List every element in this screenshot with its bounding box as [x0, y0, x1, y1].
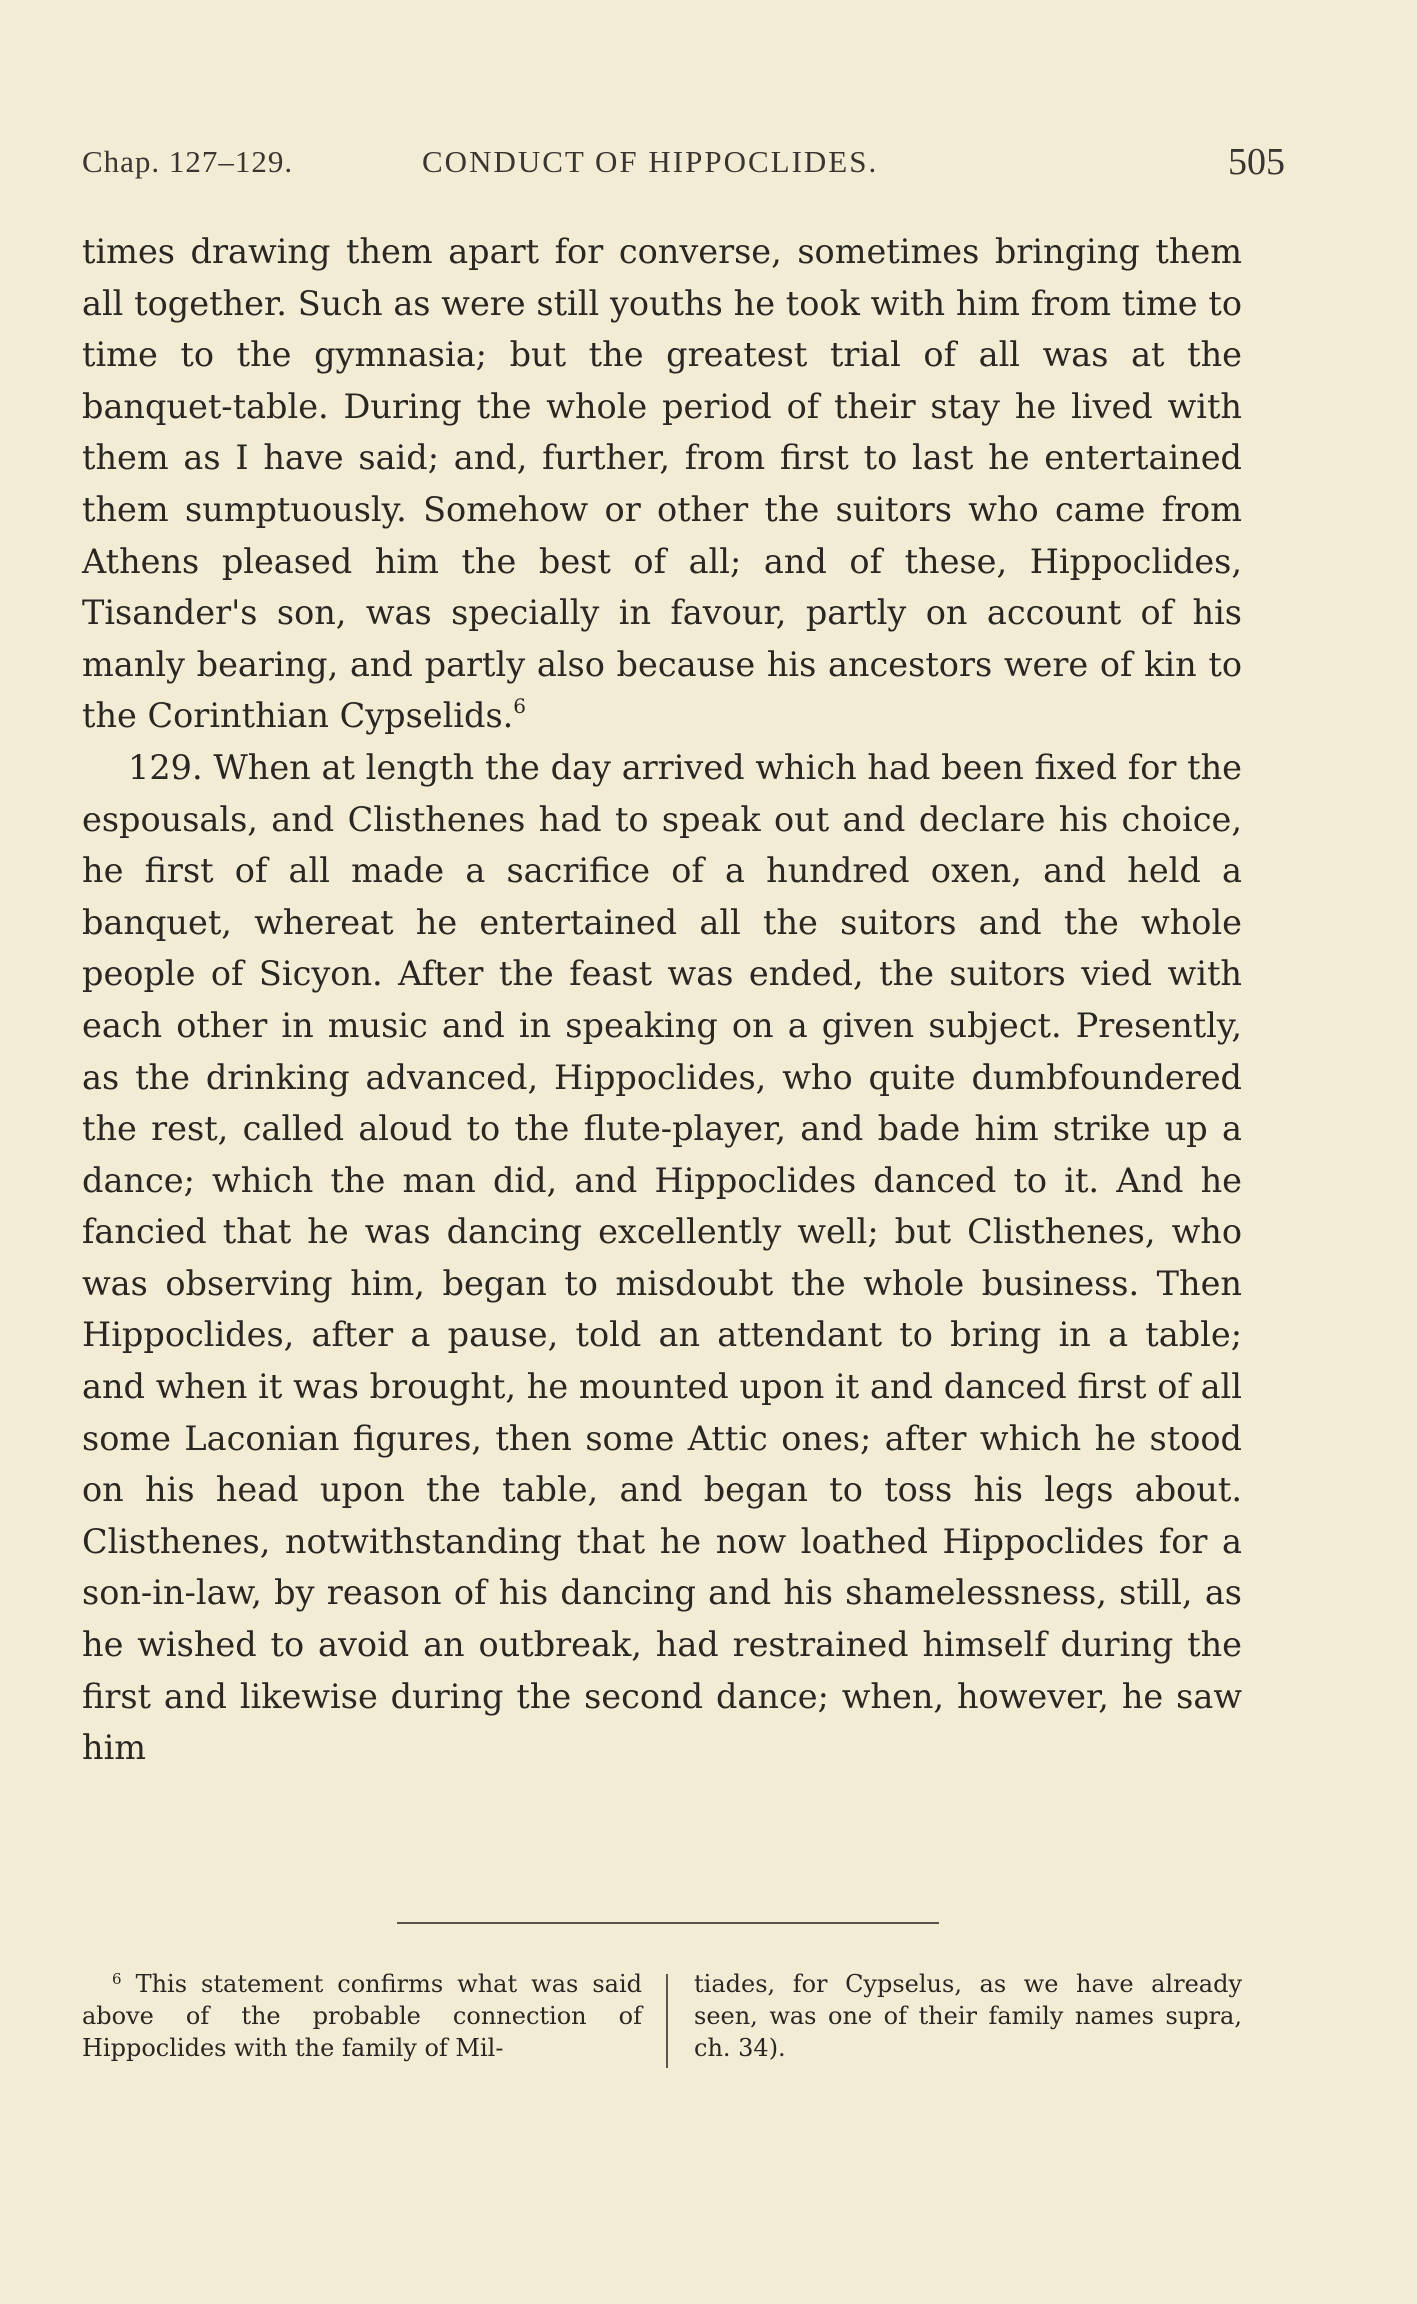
paragraph-1	[82, 226, 1242, 742]
footnote-right-column: tiades, for Cypselus, as we have already seen, was one of their family names supra, ch. 34).	[694, 1970, 1242, 2062]
main-text	[82, 226, 1242, 1774]
paragraph-2: 129. When at length the day arrived which had been fixed for the espousals, and Clisthenes had to speak out and declare his choice, he first of all made a sacrifice of a hundred oxen, and held a banquet, whereat he entertained all the suitors and the whole people of Sicyon. After the feast was ended, the suitors vied with each other in music and in speaking on a given subject. Presently, as the drinking advanced, Hippoclides, who quite dumbfoundered the rest, called aloud to the flute-player, and bade him strike up a dance; which the man did, and Hippoclides danced to it. And he fancied that he was dancing excellently well; but Clisthenes, who was observing him, began to misdoubt the whole business. Then Hippoclides, after a pause, told an attendant to bring in a table; and when it was brought, he mounted upon it and danced first of all some Laconian figures, then some Attic ones; after which he stood on his head upon the table, and began to toss his legs about. Clisthenes, notwithstanding that he now loathed Hippoclides for a son-in-law, by reason of his dancing and his shamelessness, still, as he wished to avoid an outbreak, had restrained himself during the first and likewise during the second dance; when, however, he saw him	[82, 747, 1242, 1768]
footnote-number: 6	[112, 1970, 122, 1988]
footnote-separator	[397, 1922, 939, 1924]
footnote-left-column	[82, 1968, 642, 2064]
footnote-reference: 6	[513, 694, 527, 719]
footnote-column-divider	[666, 1974, 668, 2068]
running-header	[82, 140, 1285, 190]
chapter-reference: Chap. 127–129.	[82, 144, 294, 179]
page-title: CONDUCT OF HIPPOCLIDES.	[422, 144, 879, 179]
page-number: 505	[1228, 141, 1285, 183]
footnotes	[82, 1968, 1242, 2098]
paragraph-1-text: times drawing them apart for converse, sometimes bringing them all together. Such as were still youths he took with him from time to time to the gymnasia; but the greatest trial of all was at the banquet-table. During the whole period of their stay he lived with them as I have said; and, further, from first to last he entertained them sumptuously. Somehow or other the suitors who came from Athens pleased him the best of all; and of these, Hippoclides, Tisander's son, was specially in favour, partly on account of his manly bearing, and partly also because his ancestors were of kin to the Corinthian Cypselids.	[82, 232, 1242, 736]
footnote-left-text: This statement confirms what was said above of the probable connection of Hippoclides with the family of Mil-	[82, 1970, 642, 2062]
